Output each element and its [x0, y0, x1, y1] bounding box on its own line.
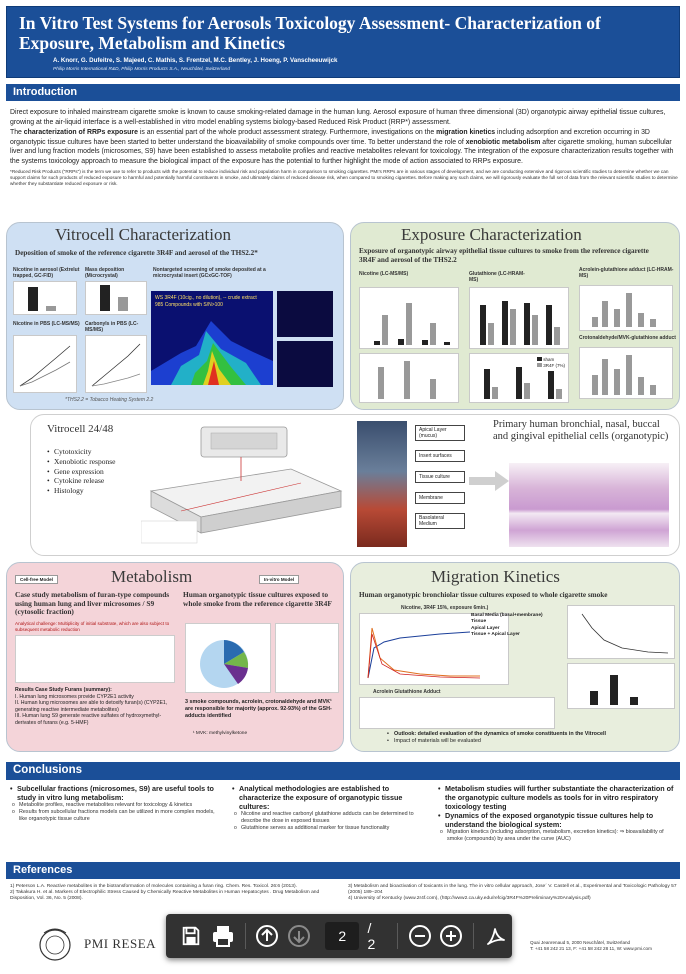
- print-button[interactable]: [210, 921, 236, 951]
- zoom-in-button[interactable]: [439, 921, 465, 951]
- intro-paragraph-1: Direct exposure to inhaled mainstream cigarette smoke is known to cause smoking-related damage in the human lung. Aerosol exposure of human three dimensional (3D) organotypic airway epithelial tissue cultures, growing at the air-liquid interface is a well-established in vitro model enabling systems biology-based Reduced Risk Product (RRP*) assessment.: [10, 109, 666, 126]
- conclusions-col-3: [438, 784, 680, 843]
- endpoint-item: • Xenobiotic response: [47, 457, 115, 467]
- zoom-in-icon: [439, 924, 463, 948]
- exposure-subtitle: Exposure of organotypic airway epithelial tissue cultures to smoke from the reference cigarette 3R4F and aerosol of the THS2.2: [359, 247, 649, 264]
- endpoint-item: • Histology: [47, 486, 115, 496]
- migration-bullet: • Impact of materials will be evaluated: [387, 738, 606, 745]
- legend-item: Tissue + Apical Layer: [471, 632, 520, 638]
- layer-label: Basolateral Medium: [415, 513, 465, 529]
- conclusion-point: • Dynamics of the exposed organotypic tissue cultures help to understand the biological system:: [438, 811, 680, 829]
- print-icon: [211, 925, 235, 947]
- migration-kinetics-panel: [350, 562, 680, 752]
- gcxgc-contour-bottom: [277, 341, 333, 387]
- exp-acrolein-chart: [579, 285, 673, 331]
- mvk-footnote: ¹ MVK: methylvinylketone: [193, 731, 248, 736]
- reference-item: 1) Peterson L.A. Reactive metabolites in the biotransformation of molecules containing a furan ring. Chem. Res. Toxicol. 26:6 (2013).: [10, 884, 297, 889]
- next-page-button[interactable]: [286, 921, 312, 951]
- conclusions-col-1: [10, 784, 220, 823]
- conclusion-subpoint: o Glutathione serves as additional marker for tissue functionality: [232, 825, 428, 832]
- furan-results: Results Case Study Furans (summary): I. Human lung microsomes provide CYP2E1 activity II. Human lung microsomes are able to detoxify furan(s) (CYP2E1, generating reactive intermediate metabolites) III. Human lung S9 generate reactive sulfates of hydroxymethyl-derivates of furans (e.g. 5-HMF): [15, 687, 181, 727]
- layer-label: Tissue culture: [415, 471, 465, 483]
- exp-acrolein-label: Acrolein-glutathione adduct (LC-HRAM-MS): [579, 267, 674, 279]
- conclusion-subpoint: o Metabolite profiles, reactive metabolites relevant for toxicology & kinetics: [10, 802, 220, 809]
- gsh-adduct-pie-chart: [185, 623, 271, 693]
- layer-label: Insert surfaces: [415, 450, 465, 462]
- layer-labels: [415, 425, 465, 529]
- decay-plot: [568, 606, 674, 658]
- carbonyls-pbs-label: Carbonyls in PBS (LC-MS/MS): [85, 321, 139, 333]
- poster-title: In Vitro Test Systems for Aerosols Toxicology Assessment- Characterization of Exposure, Metabolism and Kinetics: [19, 13, 601, 53]
- endpoint-list: [47, 447, 115, 496]
- legend-item: Basal Media (basal+membrane): [471, 613, 543, 618]
- metabolism-subtitle-right: Human organotypic tissue cultures exposed to whole smoke from the reference cigarette 3R4F: [183, 590, 332, 608]
- metabolism-title: Metabolism: [111, 567, 193, 586]
- previous-page-button[interactable]: [254, 921, 280, 951]
- cell-free-model-tag: Cell-free Model: [15, 575, 58, 584]
- exp-glutathione-label: Glutathione (LC-HRAM-MS): [469, 271, 525, 283]
- tissue-layer-photo: [357, 421, 407, 547]
- reference-item: 4) University of Kentucky (www.2r4f.com), (http://www2.ca.uky.edu/refcig/3R4F%20Preliminary%20Analysis.pdf): [348, 896, 591, 902]
- analytical-challenge: Analytical challenge: Multiplicity of initial substrate, which are also subject to subsequent metabolic reduction: [15, 621, 170, 632]
- pmi-research-brand: PMI RESEA: [84, 936, 157, 951]
- references-left: [10, 884, 330, 903]
- layer-label: Membrane: [415, 492, 465, 504]
- nicotine-aerosol-chart: [13, 281, 77, 315]
- exp-nicotine-label: Nicotine (LC-MS/MS): [359, 271, 409, 277]
- exposure-characterization-panel: [350, 222, 680, 410]
- endpoint-item: • Cytotoxicity: [47, 447, 115, 457]
- kinetics-legend: [471, 613, 543, 639]
- nicotine-aerosol-label: Nicotine in aerosol (Extrelut trapped, GC-FID): [13, 267, 80, 279]
- exp-glutathione-chart: [469, 287, 569, 349]
- zoom-out-icon: [408, 924, 432, 948]
- introduction-text: [10, 108, 678, 188]
- legend-item: Tissue: [471, 619, 487, 625]
- zoom-out-button[interactable]: [407, 921, 433, 951]
- page-number-input[interactable]: 2: [325, 922, 359, 950]
- pmi-crest-icon: [30, 925, 80, 965]
- primary-cells-title: Primary human bronchial, nasal, buccal and gingival epithelial cells (organotypic): [493, 419, 669, 442]
- intro-paragraph-2: The characterization of RRPs exposure is an essential part of the whole product assessment strategy. Furthermore, investigations on the migration kinetics including adsorption and excretion occurring in 3D organotypic tissue cultures have been started to better understand the bioavailability of smoke compounds over time. To better understand the role of xenobiotic metabolism after cigarette smoking, human subcellular liver and lung fraction models (microsomes, S9) have been established to assess metabolite profiles and reactive metabolites relevant for toxicology. The integration of the exposure characterization results together with the systems toxicology approach to measure the biological impact of the exposure has the potential to further highlight the mode of action associated to RRPs exposure.: [10, 129, 674, 165]
- gcxgc-3d-plot: [151, 291, 273, 385]
- poster-header: [6, 6, 680, 78]
- affiliation: Philip Morris International R&D, Philip Morris Products S.A., Neuchâtel, Switzerland: [53, 67, 231, 72]
- migration-bullet: • Outlook: detailed evaluation of the dynamics of smoke constituents in the Vitrocell: [387, 731, 606, 738]
- arrow-right-icon: [469, 471, 509, 491]
- arrow-up-icon: [255, 924, 279, 948]
- vitrocell-characterization-panel: [6, 222, 344, 410]
- page-total: / 2: [367, 920, 376, 952]
- layer-label: Apical Layer (mucus): [415, 425, 465, 441]
- save-button[interactable]: [178, 921, 204, 951]
- arrow-down-icon: [287, 924, 311, 948]
- mass-deposition-chart: [85, 281, 147, 315]
- nontargeted-screening-label: Nontargeted screening of smoke deposited at a microcrystal insert (GCxGC-TOF): [153, 267, 266, 279]
- acrolein-adduct-chart: [359, 697, 555, 729]
- furan-pathway-diagram: [15, 635, 175, 683]
- endpoint-item: • Cytokine release: [47, 476, 115, 486]
- introduction-heading: Introduction: [6, 84, 680, 101]
- in-vitro-model-tag: In-vitro Model: [259, 575, 299, 584]
- gsh-adduct-result: 3 smoke compounds, acrolein, crotonaldehyde and MVK¹ are responsible for majority (approx. 92-93%) of the GSH-adducts identified: [185, 699, 332, 719]
- references-right: [348, 884, 678, 903]
- result-item: II. Human lung microsomes are able to detoxify furan(s) (CYP2E1, generating reactive intermediate metabolites): [15, 700, 168, 713]
- mass-deposition-label: Mass deposition (Microcrystal): [85, 267, 125, 279]
- reference-item: 3) Metabolism and bioactivation of toxicants in the lung. The in vitro cellular approach, Jose´ V. Castell et al., Experimental and Toxicologic Pathology 57 (2005) 189–204: [348, 884, 677, 896]
- carbonyls-pbs-plot: [86, 336, 146, 392]
- conclusion-subpoint: o Results from subcellular fractions models can be utilized in more complex models, like organotypic tissue culture: [10, 809, 220, 823]
- exp-nicotine-basolateral-chart: [359, 353, 459, 403]
- vitrocell-subtitle: Deposition of smoke of the reference cigarette 3R4F and aerosol of the THS2.2*: [15, 249, 258, 257]
- intro-footnote: *Reduced Risk Products ("RRPs") is the term we use to refer to products with the potential to reduce individual risk and population harm in comparison to smoking cigarettes. PMI's RRPs are in various stages of development, and we are conducting extensive and rigorous scientific studies to determine whether we can support claims for such products of reduced exposure to harmful and potentially harmful constituents in smoke, and ultimately claims of reduced disease risk, when compared to smoking cigarettes. Before making any such claims, we will rigorously evaluate the full set of data from the relevant scientific studies to determine whether they substantiate reduced exposure or risk.: [10, 168, 678, 187]
- toolbar-divider: [245, 923, 246, 949]
- result-item: I. Human lung microsomes provide CYP2E1 activity: [15, 693, 134, 700]
- acrobat-icon: [484, 924, 508, 948]
- metabolism-panel: [6, 562, 344, 752]
- references-heading: References: [6, 862, 680, 879]
- auc-bar-chart: [567, 663, 675, 709]
- migration-title: Migration Kinetics: [431, 567, 560, 586]
- vitrocell-footnote: *THS2.2 = Tobacco Heating System 2.2: [65, 397, 154, 403]
- vitrocell-title: Vitrocell Characterization: [55, 225, 231, 244]
- nicotine-pbs-plot: [14, 336, 76, 392]
- exp-crotonaldehyde-label: Crotonaldehyde/MVK-glutathione adduct: [579, 335, 676, 341]
- conclusions-heading: Conclusions: [6, 762, 680, 780]
- gcxgc-annotation: WS 3R4F (10cig., no dilution), -- crude extract 985 Compounds with S/N>100: [155, 295, 257, 308]
- pie-chart: [186, 624, 272, 694]
- nicotine-decay-chart: [567, 605, 675, 659]
- gsh-adduct-info: [275, 623, 339, 693]
- authors: A. Knorr, G. Dufeitre, S. Majeed, C. Mathis, S. Frentzel, M.C. Bentley, J. Hoeng, P. Vanscheeuwijck: [53, 57, 338, 64]
- conclusion-subpoint: o Migration kinetics (including adsorption, metabolism, excretion kinetics): ⇒ bioavailability of smoke (compounds) by area under the curve (AUC): [438, 829, 680, 843]
- conclusion-subpoint: o Nicotine and reactive carbonyl glutathione adducts can be determined to describe the dose in exposed tissues: [232, 811, 428, 825]
- pmi-logo: [30, 925, 80, 970]
- conclusion-point: • Metabolism studies will further substantiate the characterization of the organotypic culture models as tools for in vitro respiratory toxicology testing: [438, 784, 680, 811]
- migration-subtitle: Human organotypic bronchiolar tissue cultures exposed to whole cigarette smoke: [359, 591, 608, 599]
- acrolein-adduct-label: Acrolein Glutathione Adduct: [373, 689, 441, 695]
- vitrocell-24-48-panel: [30, 414, 680, 556]
- legend-item: Apical Layer: [471, 625, 500, 631]
- open-in-acrobat-button[interactable]: [483, 921, 509, 951]
- exp-crotonaldehyde-chart: [579, 347, 673, 399]
- conclusion-point: • Subcellular fractions (microsomes, S9) are useful tools to study in vitro lung metabolism:: [10, 784, 220, 802]
- gcxgc-contour-top: [277, 291, 333, 337]
- migration-bullets: [387, 731, 606, 745]
- toolbar-divider: [473, 923, 474, 949]
- save-icon: [180, 925, 202, 947]
- footer-address: Quai Jeanrenaud 5, 2000 Neuchâtel, Switzerland T: +41 58 242 21 13, F: +41 58 242 28 11, W: www.pmi.com: [530, 940, 652, 951]
- conclusions-col-2: [232, 784, 428, 832]
- metabolism-subtitle-left: Case study metabolism of furan-type compounds using human lung and liver microsomes / S9 (cytosolic fraction): [15, 590, 170, 616]
- result-item: III. Human lung S9 generate reactive sulfates of hydroxymethyl-derivates of furans (e.g. 5-HMF): [15, 713, 162, 726]
- nicotine-kinetics-label: Nicotine, 3R4F 15%, exposure 6min.): [401, 605, 489, 611]
- nicotine-pbs-label: Nicotine in PBS (LC-MS/MS): [13, 321, 80, 327]
- exposure-legend: sham 3R4F (7%): [537, 357, 565, 369]
- reference-item: 2) Takakura H. et al. Markers of Electrophilic Stress Caused by Chemically Reactive Metabolites in Human Hepatocytes . Drug Metabolism and Disposition, Vol. 36, No. 5 (2008).: [10, 890, 320, 902]
- vitrocell-24-48-title: Vitrocell 24/48: [47, 423, 114, 435]
- exposure-title: Exposure Characterization: [401, 225, 582, 244]
- vitrocell-device-illustration: [141, 421, 351, 551]
- carbonyls-pbs-chart: [85, 335, 147, 393]
- toolbar-divider: [397, 923, 398, 949]
- histology-images: [509, 463, 669, 547]
- pdf-toolbar: [166, 914, 512, 958]
- endpoint-item: • Gene expression: [47, 467, 115, 477]
- conclusion-point: • Analytical methodologies are established to characterize the exposure of organotypic tissue cultures:: [232, 784, 428, 811]
- exp-nicotine-chart: [359, 287, 459, 349]
- nicotine-pbs-chart: [13, 335, 77, 393]
